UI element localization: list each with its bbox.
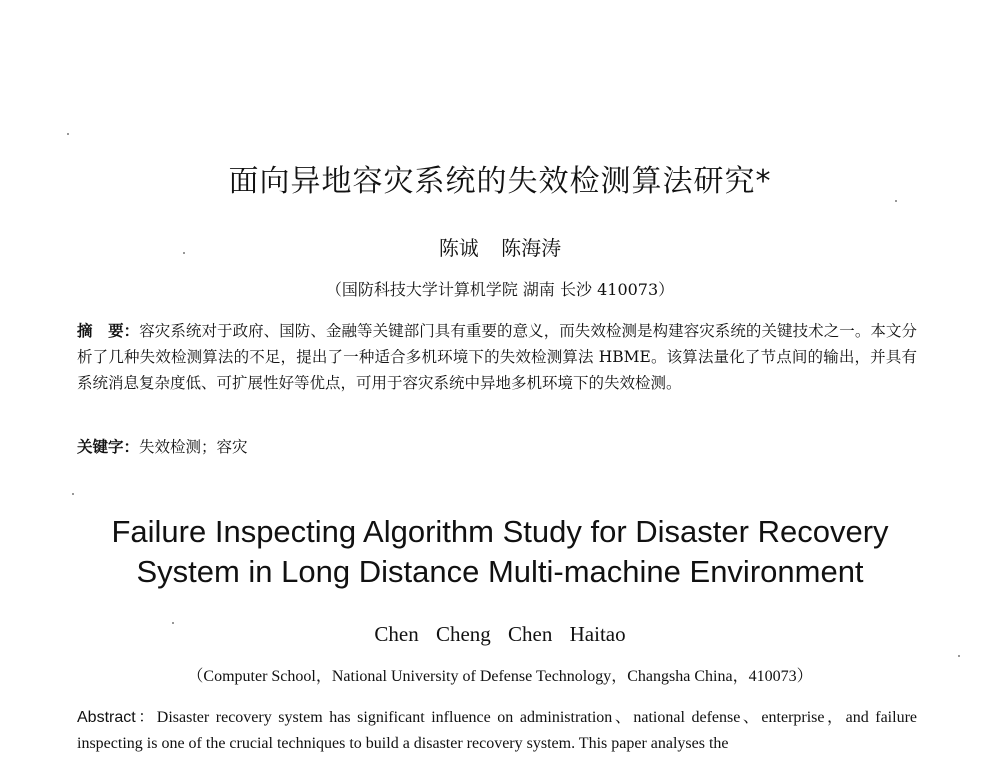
chinese-abstract bbox=[77, 318, 917, 396]
chinese-keywords bbox=[77, 434, 917, 460]
english-authors: Chen Cheng Chen Haitao bbox=[374, 622, 626, 646]
english-affiliation: （Computer School，National University of Defense Technology，Changsha China，410073） bbox=[187, 668, 813, 685]
english-title-line-2: System in Long Distance Multi-machine Environment bbox=[136, 554, 864, 589]
chinese-keywords-label: 关键字： bbox=[77, 438, 140, 456]
chinese-keywords-text: 失效检测；容灾 bbox=[139, 438, 248, 456]
english-abstract bbox=[77, 705, 917, 757]
english-abstract-label: Abstract： bbox=[77, 709, 157, 726]
english-title bbox=[0, 512, 1000, 592]
english-abstract-text: Disaster recovery system has significant influence on administration、national defense、enterprise，and failure inspecting is one of the crucial techniques to build a disaster recovery system. This paper analyses the bbox=[77, 709, 917, 752]
chinese-authors: 陈诚 陈海涛 bbox=[438, 236, 562, 260]
scan-speck bbox=[72, 493, 74, 495]
scan-speck bbox=[958, 655, 960, 657]
scan-speck bbox=[172, 622, 174, 624]
scan-speck bbox=[183, 252, 185, 254]
scan-speck bbox=[895, 200, 897, 202]
chinese-abstract-text: 容灾系统对于政府、国防、金融等关键部门具有重要的意义，而失效检测是构建容灾系统的关键技术之一。本文分析了几种失效检测算法的不足，提出了一种适合多机环境下的失效检测算法 HBME。该算法量化了节点间的输出，并具有系统消息复杂度低、可扩展性好等优点，可用于容灾系统中异地多机环境下的失效检测。 bbox=[77, 322, 917, 392]
chinese-affiliation: （国防科技大学计算机学院 湖南 长沙 410073） bbox=[325, 280, 675, 299]
chinese-title: 面向异地容灾系统的失效检测算法研究* bbox=[228, 164, 772, 199]
chinese-abstract-label: 摘 要： bbox=[77, 322, 140, 340]
scan-speck bbox=[67, 133, 69, 135]
english-title-line-1: Failure Inspecting Algorithm Study for Disaster Recovery bbox=[111, 514, 889, 549]
